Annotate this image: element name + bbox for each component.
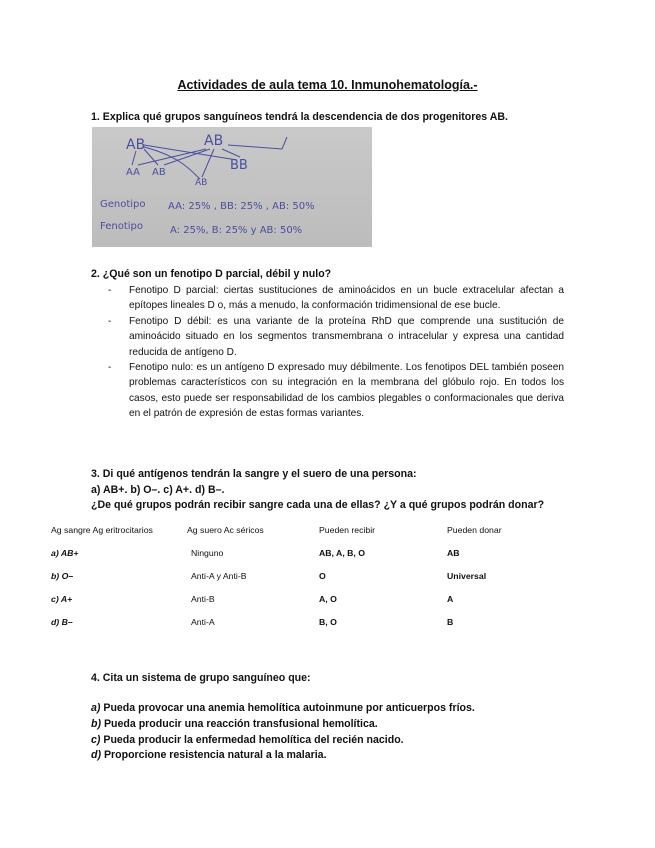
- table-cell: Anti-A: [191, 617, 215, 627]
- hw-parent2: AB: [204, 133, 224, 149]
- hw-parent1: AB: [126, 137, 146, 153]
- item-letter: a): [91, 702, 101, 714]
- header-cell: Pueden donar: [447, 525, 502, 535]
- hw-genotipo-values: AA: 25% , BB: 25% , AB: 50%: [168, 201, 315, 212]
- hw-genotipo-label: Genotipo: [100, 199, 146, 210]
- list-item: [91, 701, 475, 717]
- hw-offspring-aa: AA: [126, 167, 140, 178]
- table-cell: A, O: [319, 594, 337, 604]
- item-text: Proporcione resistencia natural a la malaria.: [103, 749, 327, 762]
- page-title: Actividades de aula tema 10. Inmunohematología.-: [177, 78, 478, 92]
- question-3-line2: a) AB+. b) O–. c) A+. d) B–.: [91, 483, 225, 496]
- header-cell: Pueden recibir: [319, 525, 376, 535]
- table-row: [51, 571, 547, 594]
- item-letter: c): [91, 733, 101, 746]
- table-cell: Universal: [447, 571, 487, 581]
- hw-fenotipo-values: A: 25%, B: 25% y AB: 50%: [170, 225, 303, 236]
- table-cell: AB, A, B, O: [319, 548, 366, 558]
- question-4: 4. Cita un sistema de grupo sanguíneo que:: [91, 672, 311, 684]
- handwritten-answer-photo: [92, 127, 372, 247]
- list-item: - Fenotipo D parcial: ciertas sustituciones de aminoácidos en un bucle extracelular afectan a epítopes lineales D o, más a menudo, la conformación tridimensional de ese bucle.: [108, 283, 564, 314]
- table-cell: AB: [447, 548, 460, 558]
- header-cell: Ag sangre Ag eritrocitarios: [51, 525, 153, 535]
- list-item: [91, 748, 475, 764]
- list-item: - Fenotipo nulo: es un antígeno D expresado muy débilmente. Los fenotipos DEL también poseen problemas característicos con su integración en la membrana del glóbulo rojo. En todos los casos, esto puede ser responsabilidad de los cambios plegables o conformacionales que deriva en el patrón de expresión de estas formas variantes.: [108, 360, 564, 422]
- table-row: [51, 594, 547, 617]
- item-text: Pueda producir una reacción transfusional hemolítica.: [103, 717, 378, 730]
- d-phenotype-list: [108, 283, 564, 422]
- table-cell: Anti-A y Anti-B: [191, 571, 247, 581]
- table-cell: Ninguno: [191, 548, 224, 558]
- table-cell: a) AB+: [51, 548, 79, 558]
- hw-offspring-bb: BB: [230, 158, 248, 173]
- table-cell: A: [447, 594, 454, 604]
- table-cell: c) A+: [51, 594, 73, 604]
- question-1: 1. Explica qué grupos sanguíneos tendrá la descendencia de dos progenitores AB.: [91, 111, 508, 123]
- table-cell: Anti-B: [191, 594, 215, 604]
- question-4-items: [91, 701, 475, 764]
- item-text: Pueda producir la enfermedad hemolítica del recién nacido.: [103, 733, 404, 746]
- table-row: [51, 617, 547, 640]
- item-letter: b): [91, 717, 101, 730]
- table-cell: b) O–: [51, 571, 74, 581]
- hw-offspring-ab-1: AB: [152, 167, 166, 178]
- table-cell: B, O: [319, 617, 337, 627]
- table-cell: O: [319, 571, 326, 581]
- table-cell: d) B–: [51, 617, 73, 627]
- list-item: [91, 717, 475, 733]
- question-3: [91, 467, 544, 514]
- table-cell: B: [447, 617, 454, 627]
- item-text: Pueda provocar una anemia hemolítica autoinmune por anticuerpos fríos.: [103, 702, 475, 714]
- hw-offspring-ab-2: AB: [195, 178, 208, 188]
- list-item: [91, 733, 475, 749]
- list-item: - Fenotipo D débil: es una variante de la proteína RhD que comprende una sustitución de aminoácido situado en los segmentos transmembrana o intracelular y expresa una cantidad reducida de antígeno D.: [108, 314, 564, 360]
- table-header-row: [51, 525, 547, 548]
- blood-group-table: [51, 525, 547, 640]
- question-2: 2. ¿Qué son un fenotipo D parcial, débil y nulo?: [91, 268, 332, 280]
- hw-fenotipo-label: Fenotipo: [100, 221, 143, 232]
- question-3-line3: ¿De qué grupos podrán recibir sangre cada una de ellas? ¿Y a qué grupos podrán donar?: [91, 499, 545, 512]
- item-letter: d): [91, 749, 101, 762]
- question-3-line1: 3. Di qué antígenos tendrán la sangre y el suero de una persona:: [91, 468, 417, 480]
- header-cell: Ag suero Ac séricos: [187, 525, 264, 535]
- table-row: [51, 548, 547, 571]
